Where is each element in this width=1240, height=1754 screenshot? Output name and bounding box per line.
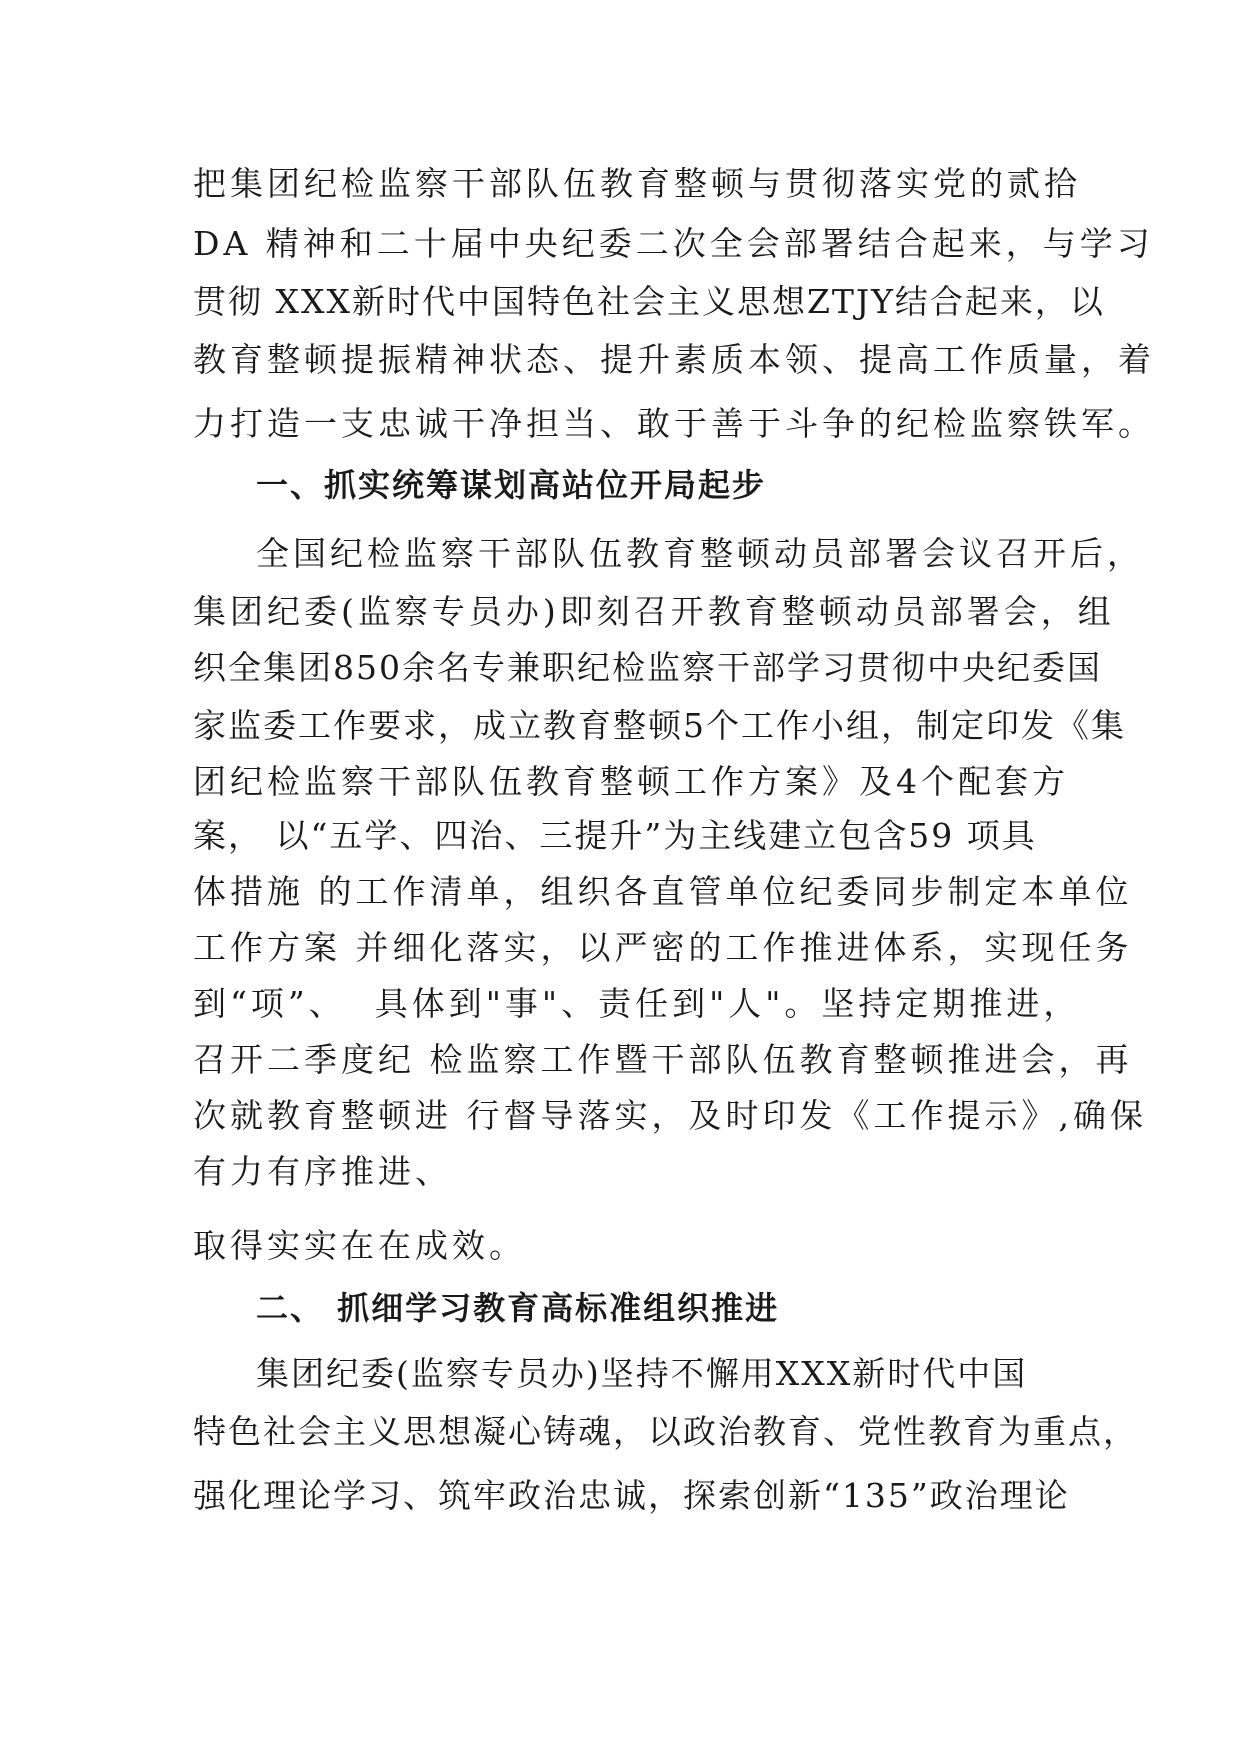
section-2-heading: 二、 抓细学习教育高标准组织推进 (256, 1289, 780, 1327)
section-1-line-2: 集团纪委(监察专员办)即刻召开教育整顿动员部署会，组 (193, 592, 1115, 631)
section-1-line-7: 体措施 的工作清单，组织各直管单位纪委同步制定本单位 (193, 872, 1133, 911)
intro-line-5: 力打造一支忠诚干净担当、敢于善于斗争的纪检监察铁军。 (193, 404, 1155, 443)
section-1-line-5: 团纪检监察干部队伍教育整顿工作方案》及4个配套方 (193, 762, 1069, 801)
section-1-line-3: 织全集团850余名专兼职纪检监察干部学习贯彻中央纪委国 (193, 648, 1102, 687)
section-2-line-2: 特色社会主义思想凝心铸魂，以政治教育、党性教育为重点， (193, 1412, 1138, 1451)
intro-line-4: 教育整顿提振精神状态、提升素质本领、提高工作质量，着 (193, 340, 1155, 379)
intro-line-2: DA 精神和二十届中央纪委二次全会部署结合起来，与学习 (193, 224, 1154, 263)
section-1-line-4: 家监委工作要求，成立教育整顿5个工作小组，制定印发《集 (193, 706, 1126, 745)
section-1-line-1: 全国纪检监察干部队伍教育整顿动员部署会议召开后， (256, 534, 1144, 573)
intro-line-3: 贯彻 XXX新时代中国特色社会主义思想ZTJY结合起来，以 (193, 282, 1105, 321)
section-1-line-11: 次就教育整顿进 行督导落实，及时印发《工作提示》,确保 (193, 1096, 1147, 1135)
intro-line-1: 把集团纪检监察干部队伍教育整顿与贯彻落实党的贰拾 (193, 164, 1081, 203)
section-1-heading: 一、抓实统筹谋划高站位开局起步 (256, 466, 767, 504)
section-1-line-8: 工作方案 并细化落实，以严密的工作推进体系，实现任务 (193, 928, 1133, 967)
section-2-line-3: 强化理论学习、筑牢政治忠诚，探索创新“135”政治理论 (193, 1476, 1070, 1515)
section-1-line-13: 取得实实在在成效。 (193, 1226, 526, 1265)
section-1-line-12: 有力有序推进、 (193, 1152, 452, 1191)
section-1-line-9: 到“项”、 具体到"事"、责任到"人"。坚持定期推进， (193, 984, 1081, 1023)
section-1-line-6: 案， 以“五学、四治、三提升”为主线建立包含59 项具 (193, 816, 1037, 855)
section-1-line-10: 召开二季度纪 检监察工作暨干部队伍教育整顿推进会，再 (193, 1040, 1133, 1079)
section-2-line-1: 集团纪委(监察专员办)坚持不懈用XXX新时代中国 (256, 1354, 1028, 1393)
